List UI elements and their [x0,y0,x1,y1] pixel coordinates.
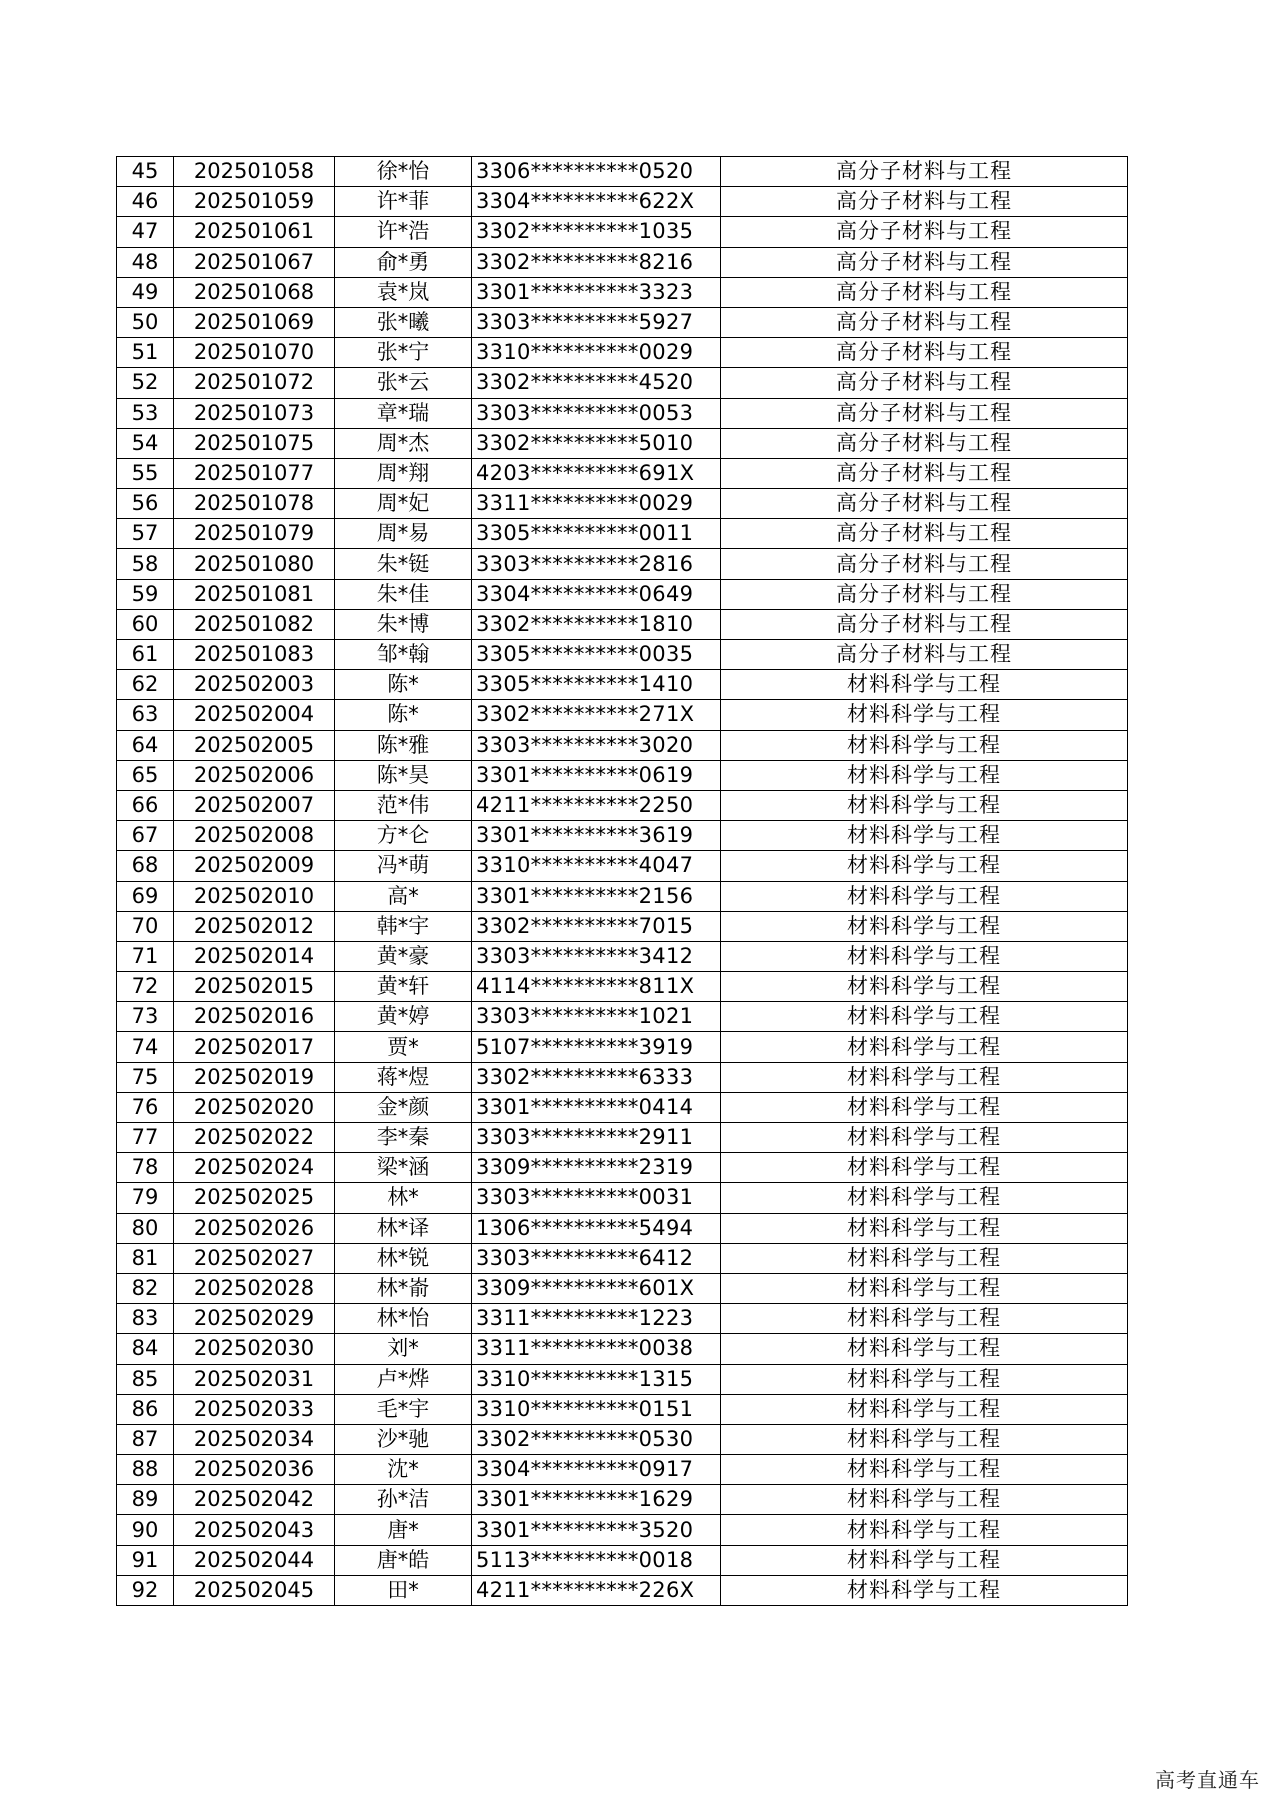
student-id-cell: 202502044 [174,1545,335,1575]
name-cell: 周*杰 [335,428,472,458]
id-number-cell: 3302**********271X [472,700,721,730]
table-row [117,821,1128,851]
student-id-cell: 202502003 [174,670,335,700]
id-number-cell: 4203**********691X [472,458,721,488]
student-id-cell: 202501073 [174,398,335,428]
major-cell: 材料科学与工程 [721,911,1128,941]
major-cell: 高分子材料与工程 [721,247,1128,277]
major-cell: 高分子材料与工程 [721,187,1128,217]
seq-cell: 58 [117,549,174,579]
table-row [117,881,1128,911]
table-row [117,307,1128,337]
seq-cell: 62 [117,670,174,700]
major-cell: 高分子材料与工程 [721,489,1128,519]
table-row [117,428,1128,458]
major-cell: 高分子材料与工程 [721,338,1128,368]
id-number-cell: 3305**********0011 [472,519,721,549]
major-cell: 材料科学与工程 [721,851,1128,881]
student-id-cell: 202502019 [174,1062,335,1092]
table-row [117,1304,1128,1334]
id-number-cell: 3301**********3520 [472,1515,721,1545]
seq-cell: 75 [117,1062,174,1092]
seq-cell: 48 [117,247,174,277]
seq-cell: 91 [117,1545,174,1575]
id-number-cell: 3303**********0031 [472,1183,721,1213]
id-number-cell: 3301**********1629 [472,1485,721,1515]
student-id-cell: 202502014 [174,941,335,971]
name-cell: 梁*涵 [335,1153,472,1183]
name-cell: 孙*洁 [335,1485,472,1515]
major-cell: 材料科学与工程 [721,881,1128,911]
name-cell: 袁*岚 [335,277,472,307]
seq-cell: 49 [117,277,174,307]
name-cell: 俞*勇 [335,247,472,277]
name-cell: 章*瑞 [335,398,472,428]
major-cell: 高分子材料与工程 [721,307,1128,337]
table-row [117,247,1128,277]
table-row [117,1364,1128,1394]
name-cell: 范*伟 [335,790,472,820]
id-number-cell: 3310**********4047 [472,851,721,881]
table-row [117,1515,1128,1545]
student-id-cell: 202502005 [174,730,335,760]
table-row [117,1424,1128,1454]
table-row [117,338,1128,368]
major-cell: 材料科学与工程 [721,1032,1128,1062]
student-id-cell: 202502010 [174,881,335,911]
table-row [117,851,1128,881]
name-cell: 毛*宇 [335,1394,472,1424]
major-cell: 材料科学与工程 [721,1273,1128,1303]
id-number-cell: 4114**********811X [472,972,721,1002]
seq-cell: 45 [117,157,174,187]
major-cell: 高分子材料与工程 [721,549,1128,579]
student-id-cell: 202501068 [174,277,335,307]
major-cell: 材料科学与工程 [721,1092,1128,1122]
seq-cell: 55 [117,458,174,488]
seq-cell: 82 [117,1273,174,1303]
table-row [117,640,1128,670]
id-number-cell: 4211**********2250 [472,790,721,820]
major-cell: 材料科学与工程 [721,1183,1128,1213]
student-id-cell: 202502033 [174,1394,335,1424]
table-row [117,1334,1128,1364]
major-cell: 材料科学与工程 [721,1485,1128,1515]
name-cell: 唐*皓 [335,1545,472,1575]
major-cell: 材料科学与工程 [721,1334,1128,1364]
student-id-cell: 202501081 [174,579,335,609]
name-cell: 林*怡 [335,1304,472,1334]
name-cell: 林* [335,1183,472,1213]
name-cell: 张*云 [335,368,472,398]
student-id-cell: 202502024 [174,1153,335,1183]
seq-cell: 87 [117,1424,174,1454]
id-number-cell: 3303**********1021 [472,1002,721,1032]
major-cell: 高分子材料与工程 [721,609,1128,639]
table-row [117,458,1128,488]
id-number-cell: 3310**********0029 [472,338,721,368]
seq-cell: 52 [117,368,174,398]
name-cell: 卢*烨 [335,1364,472,1394]
name-cell: 周*翔 [335,458,472,488]
table-row [117,670,1128,700]
id-number-cell: 3304**********622X [472,187,721,217]
id-number-cell: 1306**********5494 [472,1213,721,1243]
id-number-cell: 3303**********0053 [472,398,721,428]
seq-cell: 50 [117,307,174,337]
name-cell: 林*嵛 [335,1273,472,1303]
id-number-cell: 3301**********0619 [472,760,721,790]
name-cell: 许*浩 [335,217,472,247]
id-number-cell: 3302**********6333 [472,1062,721,1092]
id-number-cell: 3301**********3323 [472,277,721,307]
major-cell: 高分子材料与工程 [721,458,1128,488]
student-id-cell: 202501079 [174,519,335,549]
id-number-cell: 3302**********0530 [472,1424,721,1454]
table-row [117,1273,1128,1303]
student-id-cell: 202501075 [174,428,335,458]
seq-cell: 85 [117,1364,174,1394]
table-row [117,1545,1128,1575]
id-number-cell: 5113**********0018 [472,1545,721,1575]
table-row [117,277,1128,307]
major-cell: 材料科学与工程 [721,790,1128,820]
id-number-cell: 3302**********5010 [472,428,721,458]
name-cell: 沙*驰 [335,1424,472,1454]
student-id-cell: 202502030 [174,1334,335,1364]
seq-cell: 76 [117,1092,174,1122]
name-cell: 陈*雅 [335,730,472,760]
table-row [117,368,1128,398]
table-row [117,730,1128,760]
name-cell: 高* [335,881,472,911]
name-cell: 唐* [335,1515,472,1545]
student-id-cell: 202501077 [174,458,335,488]
id-number-cell: 3304**********0917 [472,1455,721,1485]
table-row [117,1455,1128,1485]
table-row [117,911,1128,941]
seq-cell: 83 [117,1304,174,1334]
name-cell: 田* [335,1575,472,1605]
id-number-cell: 3302**********4520 [472,368,721,398]
table-row [117,609,1128,639]
student-id-cell: 202502027 [174,1243,335,1273]
id-number-cell: 3302**********7015 [472,911,721,941]
table-row [117,1153,1128,1183]
name-cell: 林*译 [335,1213,472,1243]
seq-cell: 81 [117,1243,174,1273]
major-cell: 材料科学与工程 [721,1062,1128,1092]
student-id-cell: 202501082 [174,609,335,639]
seq-cell: 56 [117,489,174,519]
student-id-cell: 202502043 [174,1515,335,1545]
seq-cell: 59 [117,579,174,609]
seq-cell: 70 [117,911,174,941]
student-id-cell: 202501072 [174,368,335,398]
major-cell: 高分子材料与工程 [721,640,1128,670]
seq-cell: 86 [117,1394,174,1424]
student-id-cell: 202502042 [174,1485,335,1515]
table-row [117,1123,1128,1153]
id-number-cell: 3309**********2319 [472,1153,721,1183]
major-cell: 材料科学与工程 [721,1002,1128,1032]
seq-cell: 77 [117,1123,174,1153]
major-cell: 材料科学与工程 [721,1153,1128,1183]
id-number-cell: 3303**********6412 [472,1243,721,1273]
id-number-cell: 3303**********2816 [472,549,721,579]
seq-cell: 74 [117,1032,174,1062]
seq-cell: 90 [117,1515,174,1545]
table-row [117,790,1128,820]
name-cell: 沈* [335,1455,472,1485]
seq-cell: 61 [117,640,174,670]
student-id-cell: 202502045 [174,1575,335,1605]
student-id-cell: 202502028 [174,1273,335,1303]
major-cell: 材料科学与工程 [721,1575,1128,1605]
table-row [117,760,1128,790]
seq-cell: 46 [117,187,174,217]
table-row [117,1002,1128,1032]
name-cell: 朱*铤 [335,549,472,579]
name-cell: 邹*翰 [335,640,472,670]
roster-body [117,157,1128,1606]
name-cell: 黄*豪 [335,941,472,971]
table-row [117,157,1128,187]
seq-cell: 84 [117,1334,174,1364]
table-row [117,1183,1128,1213]
name-cell: 贾* [335,1032,472,1062]
student-id-cell: 202502022 [174,1123,335,1153]
table-row [117,187,1128,217]
table-row [117,972,1128,1002]
id-number-cell: 3305**********1410 [472,670,721,700]
major-cell: 材料科学与工程 [721,1123,1128,1153]
major-cell: 高分子材料与工程 [721,217,1128,247]
table-row [117,398,1128,428]
table-row [117,1092,1128,1122]
id-number-cell: 3305**********0035 [472,640,721,670]
student-id-cell: 202502029 [174,1304,335,1334]
student-id-cell: 202501070 [174,338,335,368]
major-cell: 材料科学与工程 [721,821,1128,851]
seq-cell: 66 [117,790,174,820]
seq-cell: 69 [117,881,174,911]
major-cell: 材料科学与工程 [721,1515,1128,1545]
major-cell: 材料科学与工程 [721,700,1128,730]
seq-cell: 47 [117,217,174,247]
name-cell: 金*颜 [335,1092,472,1122]
student-id-cell: 202501083 [174,640,335,670]
seq-cell: 65 [117,760,174,790]
name-cell: 黄*婷 [335,1002,472,1032]
major-cell: 材料科学与工程 [721,730,1128,760]
seq-cell: 57 [117,519,174,549]
student-id-cell: 202502034 [174,1424,335,1454]
seq-cell: 54 [117,428,174,458]
major-cell: 材料科学与工程 [721,670,1128,700]
table-row [117,519,1128,549]
table-row [117,700,1128,730]
name-cell: 陈* [335,700,472,730]
major-cell: 材料科学与工程 [721,760,1128,790]
student-id-cell: 202502017 [174,1032,335,1062]
student-id-cell: 202502015 [174,972,335,1002]
name-cell: 李*秦 [335,1123,472,1153]
seq-cell: 78 [117,1153,174,1183]
major-cell: 高分子材料与工程 [721,368,1128,398]
name-cell: 方*仑 [335,821,472,851]
seq-cell: 79 [117,1183,174,1213]
student-id-cell: 202502006 [174,760,335,790]
student-id-cell: 202502026 [174,1213,335,1243]
id-number-cell: 3303**********5927 [472,307,721,337]
name-cell: 周*易 [335,519,472,549]
seq-cell: 71 [117,941,174,971]
major-cell: 材料科学与工程 [721,972,1128,1002]
student-id-cell: 202502025 [174,1183,335,1213]
major-cell: 材料科学与工程 [721,941,1128,971]
seq-cell: 89 [117,1485,174,1515]
student-id-cell: 202502004 [174,700,335,730]
id-number-cell: 3310**********1315 [472,1364,721,1394]
name-cell: 徐*怡 [335,157,472,187]
student-id-cell: 202502031 [174,1364,335,1394]
id-number-cell: 3301**********0414 [472,1092,721,1122]
seq-cell: 60 [117,609,174,639]
table-row [117,1394,1128,1424]
id-number-cell: 3303**********2911 [472,1123,721,1153]
major-cell: 材料科学与工程 [721,1455,1128,1485]
major-cell: 材料科学与工程 [721,1394,1128,1424]
id-number-cell: 3304**********0649 [472,579,721,609]
table-row [117,1032,1128,1062]
table-row [117,579,1128,609]
seq-cell: 64 [117,730,174,760]
id-number-cell: 3311**********1223 [472,1304,721,1334]
name-cell: 陈*昊 [335,760,472,790]
student-id-cell: 202502036 [174,1455,335,1485]
id-number-cell: 3309**********601X [472,1273,721,1303]
student-id-cell: 202502008 [174,821,335,851]
table-row [117,489,1128,519]
student-id-cell: 202501078 [174,489,335,519]
id-number-cell: 3302**********8216 [472,247,721,277]
student-id-cell: 202501080 [174,549,335,579]
table-row [117,1575,1128,1605]
student-id-cell: 202501069 [174,307,335,337]
id-number-cell: 3311**********0038 [472,1334,721,1364]
seq-cell: 53 [117,398,174,428]
student-id-cell: 202501058 [174,157,335,187]
student-id-cell: 202502020 [174,1092,335,1122]
name-cell: 冯*萌 [335,851,472,881]
table-row [117,549,1128,579]
major-cell: 材料科学与工程 [721,1243,1128,1273]
student-id-cell: 202501061 [174,217,335,247]
id-number-cell: 3303**********3412 [472,941,721,971]
seq-cell: 67 [117,821,174,851]
seq-cell: 88 [117,1455,174,1485]
seq-cell: 80 [117,1213,174,1243]
table-row [117,1243,1128,1273]
student-id-cell: 202502012 [174,911,335,941]
major-cell: 高分子材料与工程 [721,579,1128,609]
name-cell: 林*锐 [335,1243,472,1273]
major-cell: 材料科学与工程 [721,1364,1128,1394]
seq-cell: 63 [117,700,174,730]
name-cell: 陈* [335,670,472,700]
id-number-cell: 4211**********226X [472,1575,721,1605]
major-cell: 高分子材料与工程 [721,428,1128,458]
table-row [117,1062,1128,1092]
name-cell: 朱*佳 [335,579,472,609]
major-cell: 高分子材料与工程 [721,398,1128,428]
major-cell: 材料科学与工程 [721,1213,1128,1243]
id-number-cell: 3311**********0029 [472,489,721,519]
name-cell: 黄*轩 [335,972,472,1002]
name-cell: 韩*宇 [335,911,472,941]
student-id-cell: 202501059 [174,187,335,217]
table-row [117,941,1128,971]
id-number-cell: 5107**********3919 [472,1032,721,1062]
name-cell: 周*妃 [335,489,472,519]
roster-table [116,156,1128,1606]
name-cell: 许*菲 [335,187,472,217]
major-cell: 材料科学与工程 [721,1545,1128,1575]
id-number-cell: 3303**********3020 [472,730,721,760]
name-cell: 张*曦 [335,307,472,337]
id-number-cell: 3302**********1035 [472,217,721,247]
watermark-text: 高考直通车 [1155,1768,1260,1792]
student-id-cell: 202502007 [174,790,335,820]
table-row [117,217,1128,247]
name-cell: 刘* [335,1334,472,1364]
id-number-cell: 3301**********2156 [472,881,721,911]
id-number-cell: 3306**********0520 [472,157,721,187]
id-number-cell: 3302**********1810 [472,609,721,639]
major-cell: 高分子材料与工程 [721,277,1128,307]
major-cell: 高分子材料与工程 [721,157,1128,187]
table-row [117,1485,1128,1515]
seq-cell: 51 [117,338,174,368]
id-number-cell: 3301**********3619 [472,821,721,851]
student-id-cell: 202501067 [174,247,335,277]
id-number-cell: 3310**********0151 [472,1394,721,1424]
major-cell: 材料科学与工程 [721,1304,1128,1334]
name-cell: 张*宁 [335,338,472,368]
table-row [117,1213,1128,1243]
seq-cell: 92 [117,1575,174,1605]
seq-cell: 72 [117,972,174,1002]
name-cell: 蒋*煜 [335,1062,472,1092]
major-cell: 材料科学与工程 [721,1424,1128,1454]
seq-cell: 68 [117,851,174,881]
major-cell: 高分子材料与工程 [721,519,1128,549]
student-id-cell: 202502009 [174,851,335,881]
student-id-cell: 202502016 [174,1002,335,1032]
name-cell: 朱*博 [335,609,472,639]
seq-cell: 73 [117,1002,174,1032]
